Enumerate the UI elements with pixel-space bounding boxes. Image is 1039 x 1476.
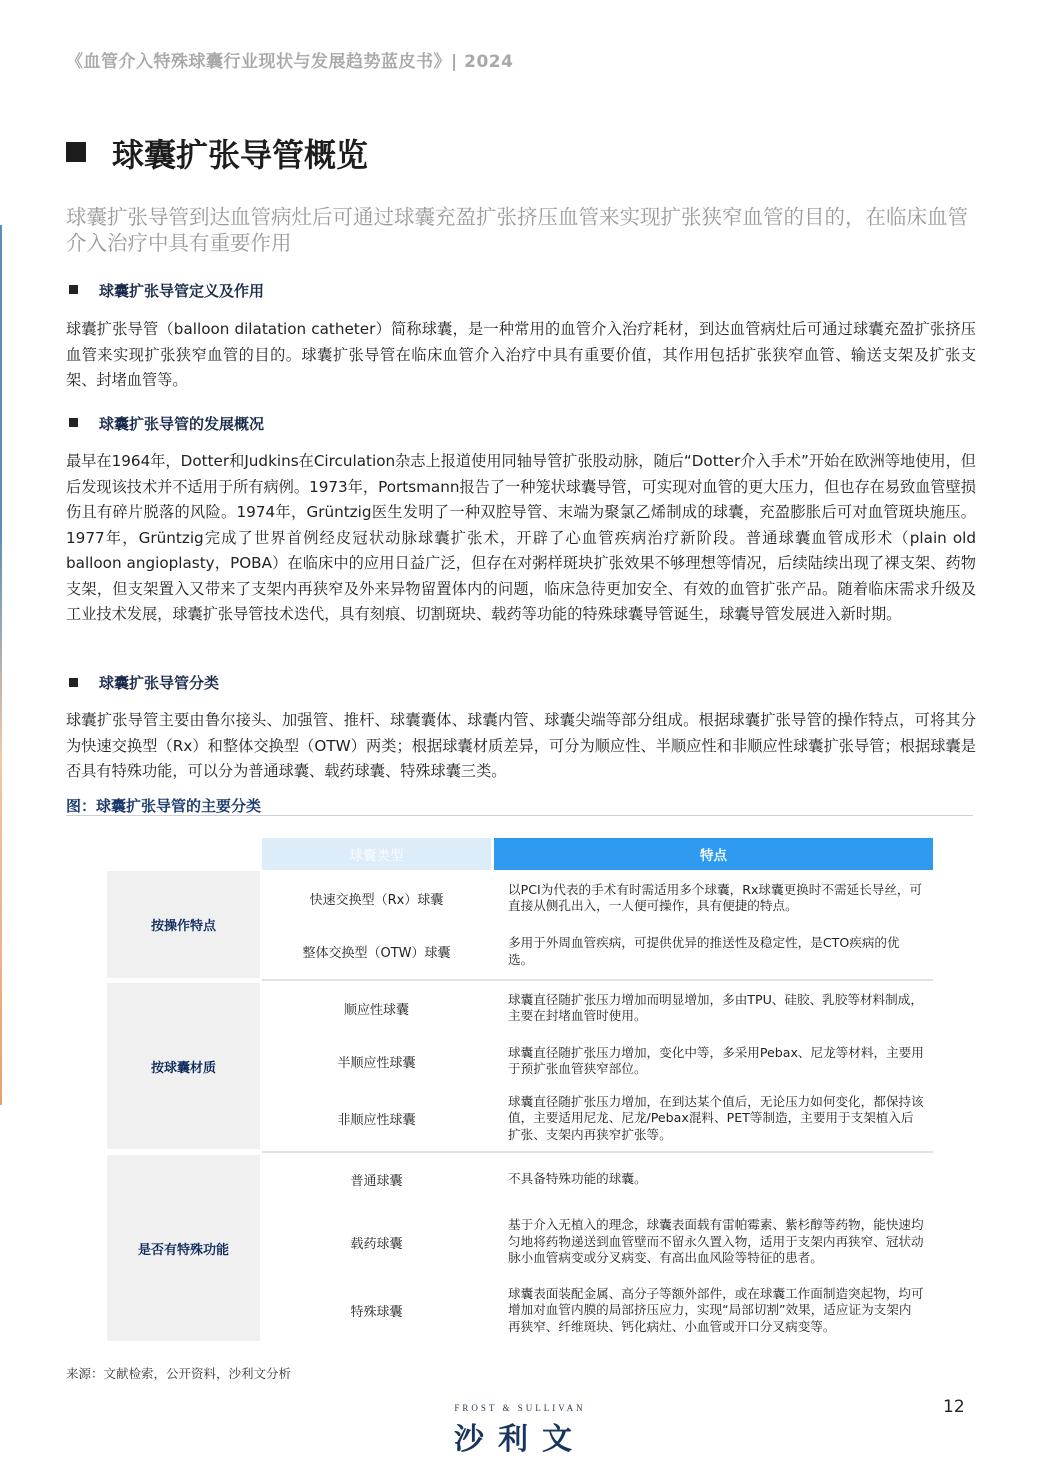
section-body-definition: 球囊扩张导管（balloon dilatation catheter）简称球囊，是一种常用的血管介入治疗耗材，到达血管病灶后可通过球囊充盈扩张挤压血管来实现扩张狭窄血管的目的。球囊扩张导管在临床血管介入治疗中具有重要价值，其作用包括扩张狭窄血管、输送支架及扩张支架、封堵血管等。 (66, 320, 976, 389)
logo-english-text: FROST & SULLIVAN (454, 1403, 586, 1413)
section-bullet-icon (69, 285, 78, 294)
section-body-classification: 球囊扩张导管主要由鲁尔接头、加强管、推杆、球囊囊体、球囊内管、球囊尖端等部分组成。根据球囊扩张导管的操作特点，可将其分为快速交换型（Rx）和整体交换型（OTW）两类；根据球囊材质差异，可分为顺应性、半顺应性和非顺应性球囊扩张导管；根据球囊是否具有特殊功能，可以分为普通球囊、载药球囊、特殊球囊三类。 (66, 711, 976, 780)
table-cell-feature: 球囊直径随扩张压力增加，在到达某个值后，无论压力如何变化，都保持该值，主要适用尼龙、尼龙/Pebax混料、PET等制造，主要用于支架植入后扩张、支架内再狭窄扩张等。 (508, 1093, 924, 1142)
section-heading-definition: 球囊扩张导管定义及作用 (99, 282, 265, 300)
figure-divider (66, 815, 973, 816)
table-cell-feature: 不具备特殊功能的球囊。 (508, 1170, 647, 1186)
table-cell-feature: 球囊直径随扩张压力增加而明显增加，多由TPU、硅胶、乳胶等材料制成，主要在封堵血管时使用。 (508, 991, 923, 1023)
table-cell-type: 快速交换型（Rx）球囊 (309, 892, 444, 908)
table-cell-type: 特殊球囊 (350, 1305, 403, 1320)
table-row-divider (262, 979, 933, 981)
group-label-material: 按球囊材质 (107, 983, 260, 1149)
report-header: 《血管介入特殊球囊行业现状与发展趋势蓝皮书》| 2024 (66, 52, 514, 72)
logo-chinese-text: 沙利文 (454, 1422, 586, 1457)
table-cell-type: 非顺应性球囊 (337, 1113, 416, 1128)
page-subtitle: 球囊扩张导管到达血管病灶后可通过球囊充盈扩张挤压血管来实现扩张狭窄血管的目的，在临床血管介入治疗中具有重要作用 (66, 205, 968, 255)
table-cell-feature: 以PCI为代表的手术有时需适用多个球囊，Rx球囊更换时不需延长导丝，可直接从侧孔出入，一人便可操作，具有便捷的特点。 (508, 881, 923, 913)
page-number: 12 (943, 1397, 965, 1417)
table-cell-type: 半顺应性球囊 (337, 1055, 416, 1071)
source-note: 来源：文献检索，公开资料，沙利文分析 (66, 1366, 292, 1381)
table-header-feature: 特点 (494, 838, 933, 870)
section-heading-history: 球囊扩张导管的发展概况 (99, 415, 265, 433)
title-bullet-icon (66, 142, 86, 162)
table-row-divider (262, 1151, 933, 1153)
section-body-history: 最早在1964年，Dotter和Judkins在Circulation杂志上报道使用同轴导管扩张股动脉，随后“Dotter介入手术”开始在欧洲等地使用，但后发现该技术并不适用于所有病例。1973年，Portsmann报告了一种笼状球囊导管，可实现对血管的更大压力，但也存在易致血管壁损伤且有碎片脱落的风险。1974年，Grüntzig医生发明了一种双腔导管、末端为聚氯乙烯制成的球囊，充盈膨胀后可对血管斑块施压。1977年，Grüntzig完成了世界首例经皮冠状动脉球囊扩张术，开辟了心血管疾病治疗新阶段。普通球囊血管成形术（plain old balloon angioplasty，POBA）在临床中的应用日益广泛，但存在对粥样斑块扩张效果不够理想等情况，后续陆续出现了裸支架、药物支架，但支架置入又带来了支架内再狭窄及外来异物留置体内的问题，临床急待更加安全、有效的血管扩张产品。随着临床需求升级及工业技术发展，球囊扩张导管技术迭代，具有刻痕、切割斑块、载药等功能的特殊球囊导管诞生，球囊导管发展进入新时期。 (66, 452, 976, 623)
table-cell-feature: 球囊直径随扩张压力增加，变化中等，多采用Pebax、尼龙等材料，主要用于预扩张血管狭窄部位。 (508, 1044, 924, 1076)
table-cell-feature: 球囊表面装配金属、高分子等额外部件，或在球囊工作面制造突起物，均可增加对血管内膜的局部挤压应力，实现“局部切割”效果，适应证为支架内再狭窄、纤维斑块、钙化病灶、小血管或开口分叉病变等。 (508, 1285, 924, 1334)
table-header-type: 球囊类型 (262, 838, 491, 870)
section-heading-classification: 球囊扩张导管分类 (99, 674, 220, 692)
table-cell-feature: 基于介入无植入的理念，球囊表面载有雷帕霉素、紫杉醇等药物，能快速均匀地将药物递送到血管壁而不留永久置入物，适用于支架内再狭窄、冠状动脉小血管病变或分叉病变、有高出血风险等特征的患者。 (508, 1217, 924, 1266)
section-bullet-icon (69, 418, 78, 427)
table-cell-type: 普通球囊 (350, 1173, 403, 1189)
table-cell-feature: 多用于外周血管疾病，可提供优异的推送性及稳定性，是CTO疾病的优选。 (508, 935, 900, 967)
table-cell-type: 整体交换型（OTW）球囊 (302, 946, 451, 961)
group-label-operation: 按操作特点 (107, 871, 260, 978)
table-cell-type: 顺应性球囊 (343, 1002, 409, 1018)
section-bullet-icon (69, 678, 78, 687)
figure-title: 图：球囊扩张导管的主要分类 (66, 797, 262, 815)
table-cell-type: 载药球囊 (350, 1236, 403, 1252)
group-label-special-function: 是否有特殊功能 (107, 1155, 260, 1341)
page-title: 球囊扩张导管概览 (112, 136, 369, 174)
edge-color-strip (0, 225, 2, 1105)
